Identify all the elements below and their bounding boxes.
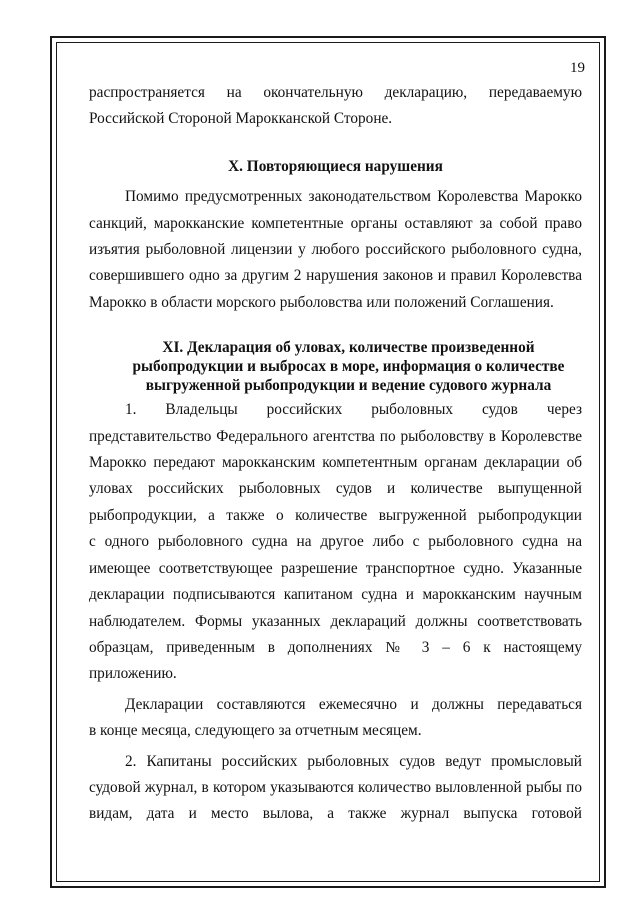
text-line: уловах российских рыболовных судов и количестве выпущенной xyxy=(89,480,582,498)
intro-paragraph xyxy=(89,80,582,133)
text-line: приложению. xyxy=(89,665,177,683)
text-line: образцам, приведенным в дополнениях № 3 – 6 к настоящему xyxy=(89,638,582,656)
section-xi-paragraph-1 xyxy=(89,397,582,687)
text-line: Марокко в области морского рыболовства или положений Соглашения. xyxy=(89,293,554,311)
text-line: видам, дата и место вылова, а также журнал выпуска готовой xyxy=(89,805,582,823)
section-xi-heading xyxy=(89,338,582,395)
text-line: рыбопродукции, а также о количестве выгруженной рыбопродукции xyxy=(89,506,582,524)
text-line: представительство Федерального агентства по рыболовству в Королевстве xyxy=(89,427,582,445)
document-body xyxy=(89,80,582,828)
text-line: изъятия рыболовной лицензии у любого российского рыболовного судна, xyxy=(89,241,582,259)
text-line: Декларации составляются ежемесячно и должны передаваться xyxy=(125,695,582,713)
text-line: санкций, марокканские компетентные органы оставляют за собой право xyxy=(89,214,582,232)
text-line: Помимо предусмотренных законодательством Королевства Марокко xyxy=(125,188,582,206)
section-xi-paragraph-2 xyxy=(89,692,582,745)
text-line: в конце месяца, следующего за отчетным месяцем. xyxy=(89,722,422,740)
section-x-heading: X. Повторяющиеся нарушения xyxy=(228,157,443,175)
heading-line: XI. Декларация об уловах, количестве произведенной xyxy=(162,339,535,357)
text-line: имеющее соответствующее разрешение транспортное судно. Указанные xyxy=(89,559,582,577)
text-line: распространяется на окончательную декларацию, передаваемую xyxy=(89,84,582,101)
heading-line: выгруженной рыбопродукции и ведение судового журнала xyxy=(145,377,552,395)
page-number: 19 xyxy=(570,60,585,76)
text-line: судовой журнал, в котором указываются количество выловленной рыбы по xyxy=(89,778,582,796)
section-x-paragraph xyxy=(89,184,582,316)
text-line: Российской Стороной Марокканской Стороне. xyxy=(89,110,393,128)
text-line: Марокко передают марокканским компетентным органам декларации об xyxy=(89,454,582,472)
text-line: декларации подписываются капитаном судна и марокканским научным xyxy=(89,586,582,604)
section-xi-paragraph-3 xyxy=(89,749,582,828)
text-line: 1. Владельцы российских рыболовных судов через xyxy=(125,401,582,419)
text-line: с одного рыболовного судна на другое либо с рыболовного судна на xyxy=(89,533,582,551)
text-line: совершившего одно за другим 2 нарушения законов и правил Королевства xyxy=(89,267,582,285)
text-line: наблюдателем. Формы указанных деклараций должны соответствовать xyxy=(89,612,582,630)
heading-line: рыбопродукции и выбросах в море, информация о количестве xyxy=(132,358,565,376)
text-line: 2. Капитаны российских рыболовных судов ведут промысловый xyxy=(125,752,582,770)
